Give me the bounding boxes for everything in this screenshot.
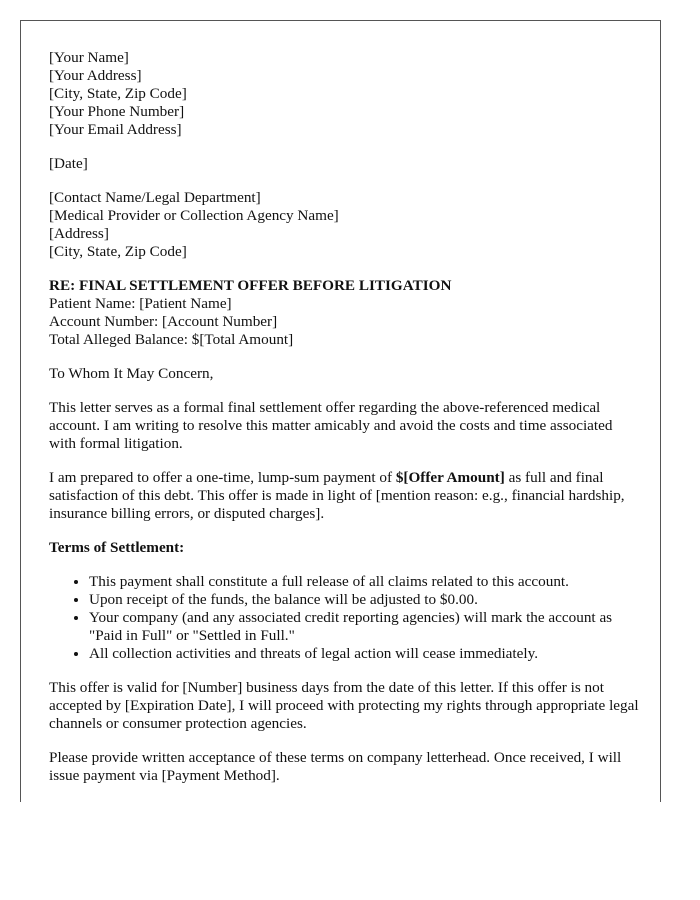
offer-amount: $[Offer Amount] [395, 469, 505, 486]
sender-name: [Your Name] [49, 49, 129, 66]
re-patient-name: Patient Name: [Patient Name] [49, 295, 232, 312]
salutation: To Whom It May Concern, [49, 365, 214, 382]
list-item: • Your company (and any associated credit reporting agencies) will mark the account as "Paid in Full" or "Settled in Full." [89, 609, 641, 645]
sender-address: [Your Address] [49, 67, 142, 84]
terms-heading: Terms of Settlement: [49, 539, 185, 556]
letter-page [20, 20, 661, 802]
paragraph-offer [49, 469, 641, 523]
letter-body [49, 49, 641, 801]
sender-email: [Your Email Address] [49, 121, 182, 138]
list-item: • This payment shall constitute a full release of all claims related to this account. [89, 573, 641, 591]
re-title: RE: FINAL SETTLEMENT OFFER BEFORE LITIGATION [49, 277, 452, 294]
recipient-organization: [Medical Provider or Collection Agency Name] [49, 207, 339, 224]
recipient-city-state-zip: [City, State, Zip Code] [49, 243, 187, 260]
letter-date: [Date] [49, 155, 88, 172]
re-account-number: Account Number: [Account Number] [49, 313, 278, 330]
sender-block [49, 49, 641, 139]
re-total-balance: Total Alleged Balance: $[Total Amount] [49, 331, 294, 348]
recipient-address: [Address] [49, 225, 109, 242]
list-item: • Upon receipt of the funds, the balance will be adjusted to $0.00. [89, 591, 641, 609]
paragraph-acceptance: Please provide written acceptance of these terms on company letterhead. Once received, I will issue payment via [Payment Method]. [49, 749, 622, 784]
paragraph-validity: This offer is valid for [Number] business days from the date of this letter. If this offer is not accepted by [Expiration Date], I will proceed with protecting my rights through appropriate legal channels or consumer protection agencies. [49, 679, 639, 732]
sender-city-state-zip: [City, State, Zip Code] [49, 85, 187, 102]
terms-list [49, 573, 641, 663]
recipient-contact: [Contact Name/Legal Department] [49, 189, 261, 206]
list-item: • All collection activities and threats of legal action will cease immediately. [89, 645, 641, 663]
date-block [49, 155, 641, 173]
paragraph-intro: This letter serves as a formal final settlement offer regarding the above-referenced medical account. I am writing to resolve this matter amicably and avoid the costs and time associated with formal litigation. [49, 399, 613, 452]
re-block [49, 277, 641, 349]
offer-text-after: as full and final satisfaction of this debt. This offer is made in light of [mention reason: e.g., financial hardship, insurance billing errors, or disputed charges]. [49, 469, 625, 522]
recipient-block [49, 189, 641, 261]
sender-phone: [Your Phone Number] [49, 103, 185, 120]
offer-text-before: I am prepared to offer a one-time, lump-sum payment of [49, 469, 396, 486]
